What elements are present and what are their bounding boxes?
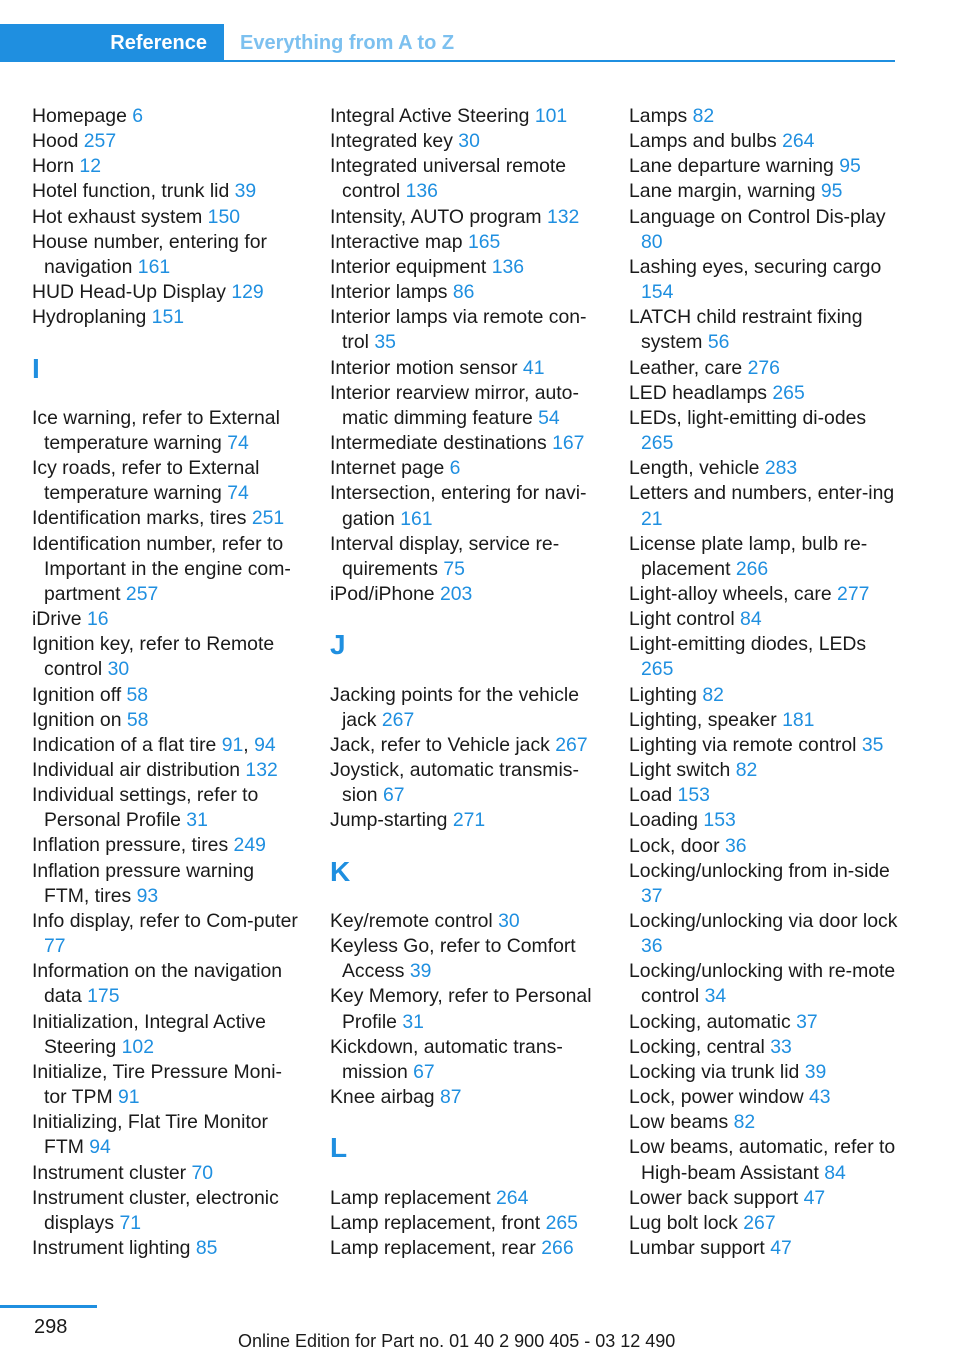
index-entry [629,783,901,808]
page-link[interactable]: 161 [137,255,171,278]
page-link[interactable]: 94 [254,733,276,756]
index-entry [330,758,602,808]
index-term: Jack, refer to Vehicle jack [330,733,550,756]
page-link[interactable]: 251 [251,507,285,530]
page-link[interactable]: 67 [413,1060,435,1083]
index-entry [330,1186,602,1211]
page-link[interactable]: 267 [743,1211,776,1234]
page-link[interactable]: 91 [221,733,244,756]
index-letter-heading: J [330,629,346,661]
page-header [0,24,895,62]
page-link[interactable]: 283 [764,457,798,480]
page-link[interactable]: 43 [809,1086,831,1109]
page-link[interactable]: 95 [839,155,861,178]
index-term: LEDs, light-emitting di-odes [629,406,867,429]
page-link[interactable]: 257 [125,582,159,605]
page-link[interactable]: 77 [44,935,66,958]
index-entry [32,1161,304,1186]
page-link[interactable]: 91 [118,1086,140,1109]
index-term: Jump-starting [330,809,448,832]
page-link[interactable]: 35 [861,733,884,756]
index-entry [330,481,602,531]
index-term: Inflation pressure warning FTM, tires [32,859,255,907]
page-link[interactable]: 31 [402,1010,424,1033]
index-entry [330,255,602,280]
page-link[interactable]: 16 [86,608,109,631]
index-entry [629,582,901,607]
index-entry [330,280,602,305]
index-term: Lighting [629,683,697,706]
page-link[interactable]: 54 [538,406,560,429]
index-entry [629,1010,901,1035]
page-link[interactable]: 161 [400,507,433,530]
page-link[interactable]: 150 [207,205,241,228]
index-term: Integrated key [330,130,453,153]
index-entry [32,708,304,733]
index-term: Lamps and bulbs [629,130,777,153]
index-entry [32,909,304,959]
page-link[interactable]: 129 [231,281,264,304]
index-term: Keyless Go, refer to Comfort Access [330,935,576,983]
index-entry [629,456,901,481]
index-letter-heading: L [330,1132,348,1164]
index-entry: Indication of a flat tire 91, 94 [32,733,276,756]
page-link[interactable]: 153 [703,809,736,832]
page-link[interactable]: 37 [641,884,663,907]
index-entry [629,179,901,204]
page-link[interactable]: 93 [136,884,159,907]
page-link[interactable]: 102 [121,1035,154,1058]
index-entry [32,1110,304,1160]
index-entry [32,230,304,280]
page-link[interactable]: 84 [740,608,762,631]
page-link[interactable]: 84 [824,1161,846,1184]
index-entry [32,104,304,129]
index-entry [32,305,304,330]
page-link[interactable]: 58 [126,708,149,731]
index-term: Information on the navigation data [32,960,283,1008]
page-link[interactable]: 175 [87,985,120,1008]
index-entry [32,506,304,531]
index-term: Initialize, Tire Pressure Moni-tor TPM [32,1060,283,1109]
page-link[interactable]: 30 [107,658,130,681]
page-link[interactable]: 151 [151,306,185,329]
page-link[interactable]: 37 [796,1010,818,1033]
index-term: Horn [32,155,75,178]
page-link[interactable]: 265 [772,381,805,404]
section-title: Everything from A to Z [240,32,455,54]
index-term: Low beams [629,1111,729,1134]
page-link[interactable]: 39 [234,180,257,203]
index-term: iDrive [32,608,82,631]
page-link[interactable]: 74 [227,482,249,505]
index-term: Lane departure warning [629,155,834,178]
index-entry [330,1085,602,1110]
index-entry [330,909,602,934]
index-term: Ignition off [32,683,122,706]
index-term: Lighting, speaker [629,708,777,731]
index-entry [32,154,304,179]
page-link[interactable]: 264 [496,1186,529,1209]
index-term: Locking/unlocking via door lock [629,910,898,932]
index-term: Icy roads, refer to External temperature warning [32,457,260,505]
index-term: Homepage [32,105,127,127]
index-entry [330,1236,602,1261]
index-entry [32,280,304,305]
page-link[interactable]: 267 [381,708,415,731]
index-term: Joystick, automatic transmis-sion [330,759,579,807]
index-term: Hydroplaning [32,306,147,329]
page-link[interactable]: 266 [735,557,769,580]
page-link[interactable]: 36 [724,834,747,857]
index-entry [330,683,602,733]
index-term: Interactive map [330,230,463,253]
index-term: Loading [629,809,699,832]
index-letter-heading: K [330,855,351,887]
page-link[interactable]: 87 [439,1086,462,1108]
index-term: Indication of a flat tire [32,733,217,756]
index-term: Lane margin, warning [629,180,816,203]
page-link[interactable]: 74 [227,431,249,454]
page-link[interactable]: 36 [641,935,663,958]
index-entry [629,356,901,381]
page-link[interactable]: 6 [449,457,461,480]
page-link[interactable]: 34 [704,985,727,1008]
page-link[interactable]: 82 [735,759,758,782]
page-link[interactable]: 39 [804,1060,827,1083]
index-entry [330,205,602,230]
page-link[interactable]: 71 [119,1211,142,1234]
index-entry [629,607,901,632]
index-entry [629,909,901,959]
index-term: LED headlamps [629,381,767,404]
index-column-3 [629,104,901,1261]
index-term: Interior motion sensor [330,356,518,379]
page-link[interactable]: 271 [452,809,486,832]
index-entry [330,733,602,758]
index-term: Interior lamps via remote con-trol [330,306,587,354]
page-link[interactable]: 267 [555,733,588,756]
index-entry [32,406,304,456]
index-entry [32,179,304,204]
index-term: Interior lamps [330,281,448,304]
page-link[interactable]: 6 [132,105,144,127]
index-term: Knee airbag [330,1086,435,1108]
page-link[interactable]: 35 [374,331,396,354]
index-entry [629,859,901,909]
index-entry [629,1236,901,1261]
index-term: Light control [629,608,735,631]
page-link[interactable]: 21 [641,507,663,530]
index-entry [32,532,304,607]
index-term: Lighting via remote control [629,733,857,756]
index-entry [32,456,304,506]
index-entry [330,305,602,355]
index-term: Lashing eyes, securing cargo [629,255,882,278]
index-term: Hood [32,130,79,153]
index-term: Ignition on [32,708,122,731]
index-term: HUD Head-Up Display [32,281,226,304]
page-link[interactable]: 75 [443,557,465,580]
index-term: Light-emitting diodes, LEDs [629,633,867,656]
index-term: LATCH child restraint fixing system [629,306,863,354]
index-entry [629,1060,901,1085]
index-entry [629,1186,901,1211]
index-term: Low beams, automatic, refer to High-beam Assistant [629,1136,896,1184]
page-link[interactable]: 136 [491,255,525,278]
index-term: Hot exhaust system [32,205,203,228]
index-entry [629,129,901,154]
index-entry [629,1211,901,1236]
index-entry [330,431,602,456]
index-term: Key Memory, refer to Personal Profile [330,985,592,1033]
index-term: Jacking points for the vehicle jack [330,683,579,731]
page-link[interactable]: 154 [641,281,674,304]
page-link[interactable]: 276 [747,356,780,379]
index-term: House number, entering for navigation [32,230,267,278]
page-link[interactable]: 12 [79,155,101,178]
index-entry [629,959,901,1009]
page-link[interactable]: 181 [782,708,815,731]
index-entry [32,1010,304,1060]
index-term: Leather, care [629,356,743,379]
edition-note: Online Edition for Part no. 01 40 2 900 405 - 03 12 490 [238,1331,676,1351]
page-link[interactable]: 265 [641,432,674,455]
footer-rule [0,1305,97,1308]
index-entry [32,607,304,632]
page-link[interactable]: 167 [552,432,585,455]
index-entry [330,808,602,833]
index-term: Lamp replacement, front [330,1211,541,1234]
index-term: Ice warning, refer to External temperature warning [32,406,280,454]
page-link[interactable]: 132 [245,759,278,782]
index-entry [330,356,602,381]
index-term: Lower back support [629,1186,799,1209]
page-link[interactable]: 266 [541,1236,574,1259]
page-link[interactable]: 82 [692,105,715,127]
index-entry [629,683,901,708]
page-link[interactable]: 95 [820,180,843,203]
index-term: Light-alloy wheels, care [629,582,832,605]
index-term: Light switch [629,759,731,782]
index-term: Lamp replacement [330,1186,491,1209]
index-term: Key/remote control [330,909,493,932]
index-term: Initializing, Flat Tire Monitor FTM [32,1111,269,1159]
page-link[interactable]: 41 [522,356,545,379]
page-link[interactable]: 30 [458,130,480,153]
index-entry [629,481,901,531]
index-entry [629,1085,901,1110]
index-entry [629,104,901,129]
index-entry [629,834,901,859]
page-link[interactable]: 203 [439,582,473,605]
index-letter-heading: I [32,352,40,384]
index-term: Hotel function, trunk lid [32,180,230,203]
index-term: Locking/unlocking from in-side [629,859,890,882]
page-link[interactable]: 70 [191,1161,214,1184]
index-entry [330,230,602,255]
page-link[interactable]: 136 [405,180,438,203]
page-link[interactable]: 56 [707,331,730,354]
page-link[interactable]: 85 [195,1236,218,1259]
header-rule [0,60,895,62]
index-term: Interior rearview mirror, auto-matic dimming feature [330,381,579,429]
index-term: Intermediate destinations [330,432,547,455]
page-link[interactable]: 82 [702,683,724,706]
index-term: Interior equipment [330,255,487,278]
index-entry [32,959,304,1009]
index-term: Identification number, refer to Important in the engine com-partment [32,532,291,605]
index-entry [629,758,901,783]
index-entry [32,129,304,154]
index-entry [32,859,304,909]
index-entry [629,255,901,305]
index-term: Instrument cluster [32,1161,187,1184]
page-link[interactable]: 82 [733,1111,756,1134]
index-term: Individual air distribution [32,759,241,782]
index-entry [629,733,901,758]
index-term: Intensity, AUTO program [330,205,542,228]
index-entry [629,305,901,355]
index-term: Kickdown, automatic trans-mission [330,1035,563,1083]
index-entry [629,381,901,406]
index-term: Locking/unlocking with re-mote control [629,960,896,1008]
index-term: Language on Control Dis-play [629,205,886,228]
page-link[interactable]: 165 [467,230,501,253]
page-link[interactable]: 94 [89,1136,111,1159]
index-entry [32,1236,304,1261]
page-link[interactable]: 265 [641,658,674,681]
page-link[interactable]: 277 [837,582,870,605]
page-link[interactable]: 39 [409,960,432,983]
index-term: Instrument lighting [32,1236,191,1259]
page-link[interactable]: 30 [498,909,520,932]
index-term: Load [629,784,673,807]
index-term: Instrument cluster, electronic displays [32,1186,279,1234]
index-term: Individual settings, refer to Personal Profile [32,784,259,832]
index-column-2 [330,104,602,1261]
page-link[interactable]: 47 [803,1186,826,1209]
index-entry [32,632,304,682]
index-term: Locking via trunk lid [629,1060,800,1083]
index-term: Lock, door [629,834,720,857]
index-term: Integrated universal remote control [330,155,567,203]
index-term: License plate lamp, bulb re-placement [629,532,868,580]
index-entry [330,154,602,204]
page-link[interactable]: 101 [534,105,568,127]
index-term: Internet page [330,457,445,480]
index-entry [330,381,602,431]
index-entry [32,683,304,708]
index-entry [629,154,901,179]
page-number: 298 [34,1316,68,1338]
index-entry [629,632,901,682]
index-term: Inflation pressure, tires [32,834,229,857]
page-link[interactable]: 33 [770,1035,792,1058]
index-entry [330,1035,602,1085]
page-link[interactable]: 80 [641,230,663,253]
index-term: Identification marks, tires [32,507,247,530]
index-term: Lamps [629,105,688,127]
index-entry [330,129,602,154]
index-term: Lock, power window [629,1086,804,1109]
index-entry [32,1060,304,1110]
index-entry [330,1211,602,1236]
page-link[interactable]: 31 [186,809,208,832]
index-term: Intersection, entering for navi-gation [330,482,587,530]
index-entry [32,758,304,783]
index-entry [32,783,304,833]
index-entry [32,1186,304,1236]
index-entry [629,205,901,255]
index-entry [32,833,304,858]
index-entry [629,1110,901,1135]
page-link[interactable]: 265 [545,1211,578,1234]
index-term: Ignition key, refer to Remote control [32,633,275,681]
page-link[interactable]: 47 [770,1237,792,1260]
index-entry [330,984,602,1034]
index-term: Locking, central [629,1035,765,1058]
page-link[interactable]: 58 [126,683,149,706]
index-entry [330,532,602,582]
page-link[interactable]: 132 [546,205,580,228]
index-entry [629,532,901,582]
index-term: Length, vehicle [629,457,760,480]
index-entry [629,1035,901,1060]
section-tab-reference[interactable]: Reference [0,24,224,62]
page-link[interactable]: 153 [677,784,710,807]
index-entry [629,808,901,833]
index-term: Lug bolt lock [629,1211,738,1234]
index-entry [330,582,602,607]
index-term: Letters and numbers, enter-ing [629,482,895,505]
index-entry [629,708,901,733]
index-term: Initialization, Integral Active Steering [32,1010,266,1058]
index-term: Lamp replacement, rear [330,1236,536,1259]
index-entry [330,934,602,984]
index-term: Info display, refer to Com-puter [32,909,298,932]
index-term: iPod/iPhone [330,582,435,605]
index-term: Lumbar support [629,1237,765,1260]
index-column-1 [32,104,304,1261]
index-entry [629,1135,901,1185]
index-term: Interval display, service re-quirements [330,532,560,580]
index-term: Locking, automatic [629,1010,791,1033]
index-term: Integral Active Steering [330,105,530,127]
index-entry [330,104,602,129]
page-link[interactable]: 86 [452,281,475,304]
page-link[interactable]: 67 [382,784,405,807]
page-link[interactable]: 257 [83,130,117,153]
index-entry [32,205,304,230]
index-entry [330,456,602,481]
index-entry [629,406,901,456]
page-link[interactable]: 264 [782,130,815,153]
page-link[interactable]: 249 [233,834,266,857]
